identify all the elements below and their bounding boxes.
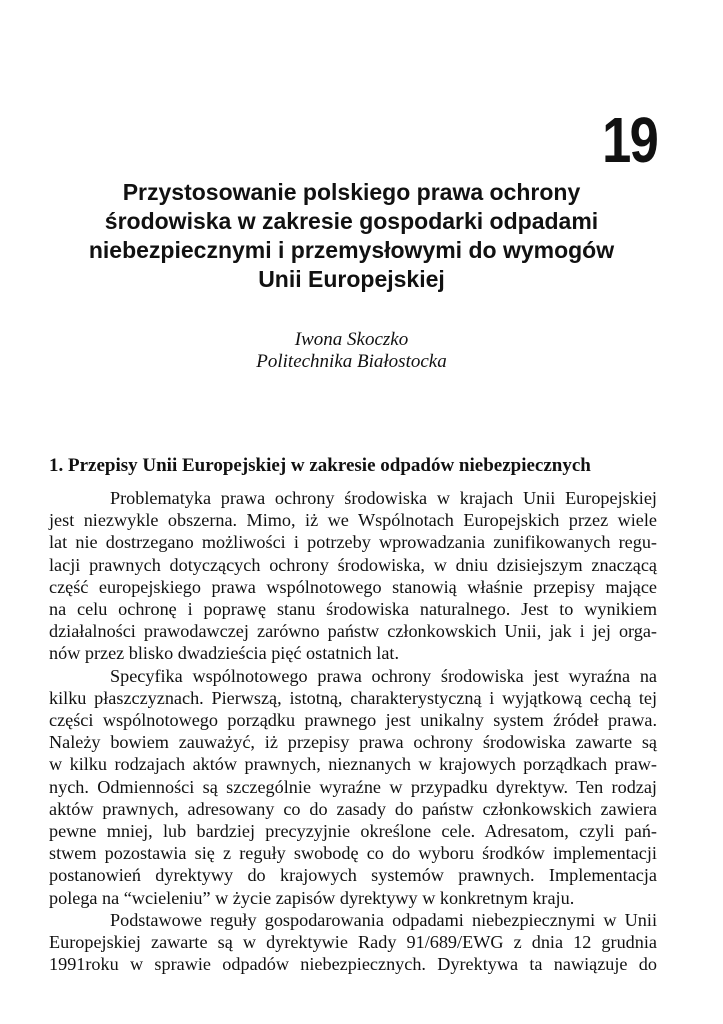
paragraph-line: Europejskiej zawarte są w dyrektywie Rady 91/689/EWG z dnia 12 grudnia [49, 932, 657, 953]
paragraph-line: Podstawowe reguły gospodarowania odpadami niebezpiecznymi w Unii [110, 909, 657, 930]
paragraph-line: Problematyka prawa ochrony środowiska w krajach Unii Europejskiej [110, 488, 657, 508]
paragraph-line: polega na “wcieleniu” w życie zapisów dyrektywy w konkretnym kraju. [49, 887, 575, 908]
paragraph-line: działalności prawodawczej zarówno państw członkowskich Unii, jak i jej orga- [49, 621, 657, 642]
paragraph-line: lat nie dostrzegano możliwości i potrzeby wprowadzania zunifikowanych regu- [49, 532, 657, 553]
paragraph-line: nych. Odmienności są szczególnie wyraźne w przypadku dyrektyw. Ten rodzaj [49, 776, 657, 797]
paragraph-line: postanowień dyrektywy do krajowych systemów prawnych. Implementacja [49, 865, 657, 886]
paragraph-line: część europejskiego prawa wspólnotowego stanowią właśnie przepisy mające [49, 576, 657, 597]
paragraph-line: Należy bowiem zauważyć, iż przepisy prawa ochrony środowiska zawarte są [49, 732, 657, 753]
title-line: niebezpiecznymi i przemysłowymi do wymogów [88, 237, 615, 263]
paragraph-line: kilku płaszczyznach. Pierwszą, istotną, charakterystyczną i wyjątkową cechą tej [49, 687, 657, 708]
chapter-number: 19 [601, 104, 657, 176]
chapter-title [30, 178, 673, 294]
title-line: środowiska w zakresie gospodarki odpadami [104, 208, 599, 234]
paragraph-line: lacji prawnych dotyczących ochrony środowiska, w dniu dzisiejszym znaczącą [49, 554, 657, 575]
author-affiliation: Politechnika Białostocka [256, 351, 447, 372]
paragraph-line: pewne mniej, lub bardziej precyzyjnie określone cele. Adresatom, czyli pań- [49, 821, 657, 842]
title-line: Unii Europejskiej [258, 266, 445, 292]
paragraph-line: stwem pozostawia się z reguły swobodę co do wyboru środków implementacji [49, 843, 657, 864]
body-text [49, 487, 657, 975]
paragraph-line: 1991roku w sprawie odpadów niebezpiecznych. Dyrektywa ta nawiązuje do [49, 954, 657, 975]
paragraph-line: jest niezwykle obszerna. Mimo, iż we Wspólnotach Europejskich przez wiele [49, 510, 657, 531]
paragraph-line: części wspólnotowego porządku prawnego jest unikalny system źródeł prawa. [49, 710, 657, 731]
author-block [0, 329, 703, 373]
paragraph-line: nów przez blisko dwadzieścia pięć ostatnich lat. [49, 643, 399, 664]
section-heading: 1. Przepisy Unii Europejskiej w zakresie odpadów niebezpiecznych [49, 455, 591, 476]
paragraph-line: Specyfika wspólnotowego prawa ochrony środowiska jest wyraźna na [110, 665, 657, 686]
paragraph-line: w kilku rodzajach aktów prawnych, nieznanych w krajowych porządkach praw- [49, 754, 657, 775]
paragraph-line: na celu ochronę i poprawę stanu środowiska naturalnego. Jest to wynikiem [49, 599, 657, 620]
title-line: Przystosowanie polskiego prawa ochrony [122, 179, 581, 205]
paragraph-line: aktów prawnych, adresowany co do zasady do państw członkowskich zawiera [49, 798, 657, 819]
author-name: Iwona Skoczko [294, 329, 409, 350]
